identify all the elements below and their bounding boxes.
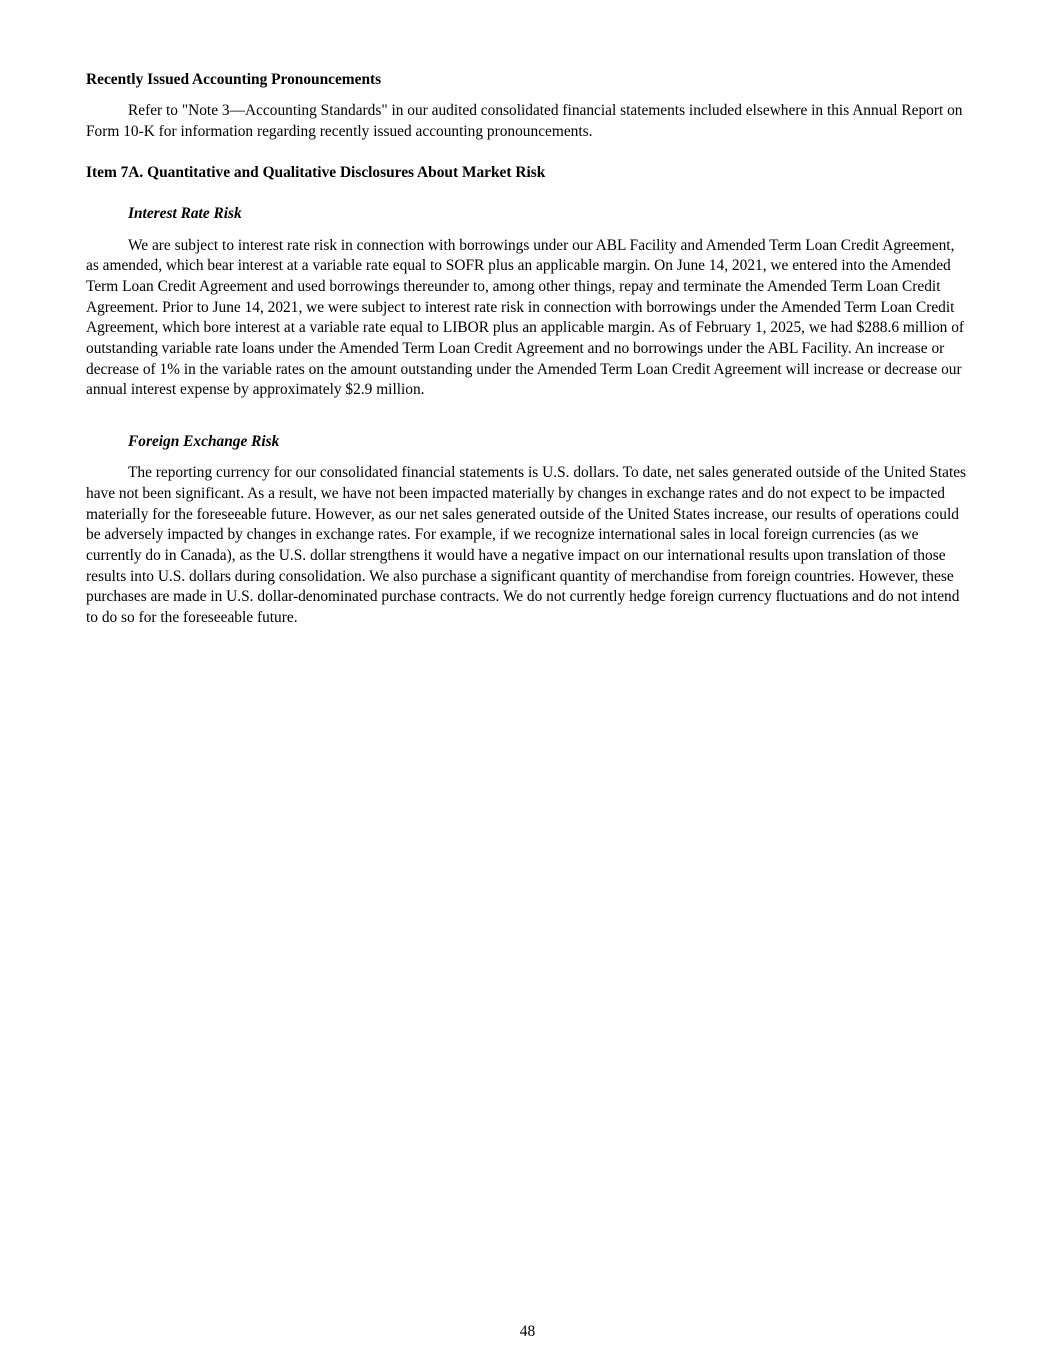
page-number: 48 bbox=[519, 1323, 536, 1340]
section-heading-recent-pronouncements: Recently Issued Accounting Pronouncements bbox=[86, 71, 382, 88]
paragraph-interest-rate-risk: We are subject to interest rate risk in connection with borrowings under our ABL Facility and Amended Term Loan Credit Agreement, as amended, which bear interest at a variable rate equal to SOFR plus an applicable margin. On June 14, 2021, we entered into the Amended Term Loan Credit Agreement and used borrowings thereunder to, among other things, repay and terminate the Amended Term Loan Credit Agreement. Prior to June 14, 2021, we were subject to interest rate risk in connection with borrowings under the Amended Term Loan Credit Agreement, which bore interest at a variable rate equal to LIBOR plus an applicable margin. As of February 1, 2025, we had $288.6 million of outstanding variable rate loans under the Amended Term Loan Credit Agreement and no borrowings under the ABL Facility. An increase or decrease of 1% in the variable rates on the amount outstanding under the Amended Term Loan Credit Agreement will increase or decrease our annual interest expense by approximately $2.9 million. bbox=[86, 236, 965, 399]
section-heading-item-7a: Item 7A. Quantitative and Qualitative Disclosures About Market Risk bbox=[86, 164, 546, 182]
subheading-foreign-exchange-risk: Foreign Exchange Risk bbox=[128, 432, 280, 450]
paragraph-foreign-exchange-risk: The reporting currency for our consolidated financial statements is U.S. dollars. To date, net sales generated outside of the United States have not been significant. As a result, we have not been impacted materially by changes in exchange rates and do not expect to be impacted materially for the foreseeable future. However, as our net sales generated outside of the United States increase, our results of operations could be adversely impacted by changes in exchange rates. For example, if we recognize international sales in local foreign currencies (as we currently do in Canada), as the U.S. dollar strengthens it would have a negative impact on our international results upon translation of those results into U.S. dollars during consolidation. We also purchase a significant quantity of merchandise from foreign countries. However, these purchases are made in U.S. dollar-denominated purchase contracts. We do not currently hedge foreign currency fluctuations and do not intend to do so for the foreseeable future. bbox=[86, 464, 967, 627]
document-page bbox=[86, 70, 970, 629]
paragraph-recent-pronouncements: Refer to "Note 3—Accounting Standards" in our audited consolidated financial statements included elsewhere in this Annual Report on Form 10-K for information regarding recently issued accounting pronouncements. bbox=[86, 102, 963, 140]
subheading-interest-rate-risk: Interest Rate Risk bbox=[128, 205, 242, 223]
